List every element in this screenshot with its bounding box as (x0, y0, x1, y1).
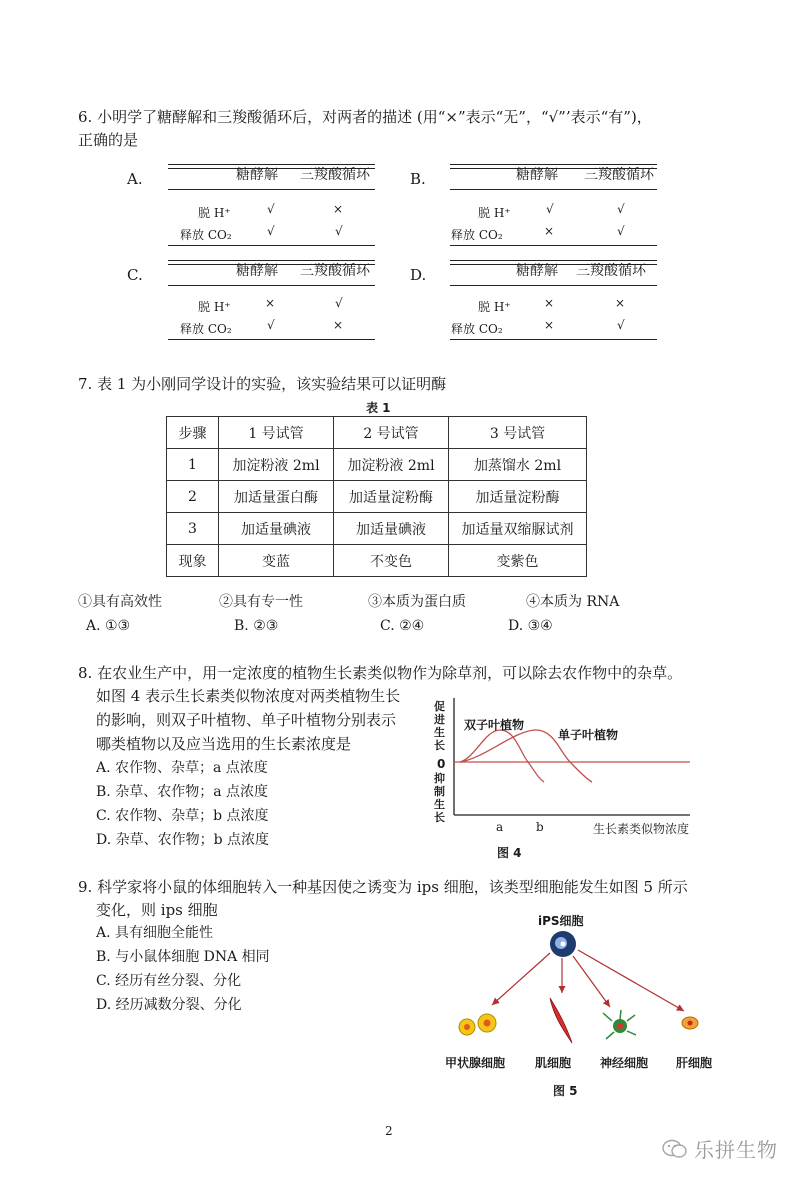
figure-5-diagram (440, 925, 740, 1045)
option-letter: A. (127, 170, 143, 188)
ips-cell-label: iPS细胞 (538, 914, 584, 928)
page-number: 2 (385, 1124, 393, 1138)
table-cell: 变紫色 (449, 545, 587, 577)
table-cell: 步骤 (167, 417, 219, 449)
q9-choice-c[interactable]: C. 经历有丝分裂、分化 (96, 973, 242, 989)
row-label: 脱 H⁺ (478, 300, 511, 314)
table-cell: 现象 (167, 545, 219, 577)
wechat-icon (662, 1138, 688, 1160)
table-cell: 加适量碘液 (334, 513, 449, 545)
label-liver-cell: 肝细胞 (676, 1056, 713, 1070)
thyroid-cell-icon (459, 1014, 496, 1035)
option-letter: D. (410, 266, 427, 284)
figure-5-caption: 图 5 (553, 1084, 578, 1098)
mark: × (544, 296, 555, 310)
row-label: 脱 H⁺ (478, 206, 511, 220)
table-cell: 加淀粉液 2ml (334, 449, 449, 481)
q7-choice-c[interactable]: C. ②④ (380, 618, 425, 634)
option-letter: B. (410, 170, 426, 188)
row-label: 脱 H⁺ (198, 206, 231, 220)
q8-stem-line1: 8. 在农业生产中，用一定浓度的植物生长素类似物作为除草剂，可以除去农作物中的杂草。 (78, 664, 683, 682)
table-1-title: 表 1 (366, 401, 391, 415)
q7-choice-b[interactable]: B. ②③ (234, 618, 279, 634)
q7-stem: 7. 表 1 为小刚同学设计的实验，该实验结果可以证明酶 (78, 375, 447, 393)
table-cell: 加适量淀粉酶 (334, 481, 449, 513)
table-row (167, 481, 587, 513)
mark: × (333, 202, 344, 216)
q9-stem-line2: 变化，则 ips 细胞 (96, 901, 218, 919)
col-header: 糖酵解 (516, 167, 558, 183)
tick-a: a (496, 820, 504, 834)
table-cell: 不变色 (334, 545, 449, 577)
table-cell: 加适量淀粉酶 (449, 481, 587, 513)
col-header: 糖酵解 (516, 263, 558, 279)
table-cell: 3 (167, 513, 219, 545)
q8-stem-line3: 的影响，则双子叶植物、单子叶植物分别表示 (96, 711, 397, 729)
neuron-cell-icon (603, 1010, 636, 1039)
table-cell: 2 (167, 481, 219, 513)
row-label: 释放 CO₂ (180, 228, 232, 242)
label-neuron: 神经细胞 (600, 1056, 649, 1070)
mark: √ (617, 318, 625, 332)
q8-choice-b[interactable]: B. 杂草、农作物；a 点浓度 (96, 784, 268, 800)
mark: × (544, 318, 555, 332)
q8-stem-line4: 哪类植物以及应当选用的生长素浓度是 (96, 735, 352, 753)
mark: √ (617, 202, 625, 216)
table-cell: 变蓝 (219, 545, 334, 577)
option-letter: C. (127, 266, 143, 284)
mark: √ (267, 202, 275, 216)
y-label-promote: 促进生长 (434, 700, 445, 752)
table-cell: 加适量碘液 (219, 513, 334, 545)
label-muscle-cell: 肌细胞 (535, 1056, 572, 1070)
watermark (662, 1134, 778, 1163)
q9-stem-line1: 9. 科学家将小鼠的体细胞转入一种基因使之诱变为 ips 细胞，该类型细胞能发生如图 5 所示 (78, 878, 688, 896)
watermark-text: 乐拼生物 (694, 1138, 778, 1162)
table-row (167, 449, 587, 481)
table-cell: 加淀粉液 2ml (219, 449, 334, 481)
table-cell: 加适量双缩脲试剂 (449, 513, 587, 545)
figure-4-caption: 图 4 (497, 846, 522, 860)
q7-statement-4: ④本质为 RNA (526, 594, 620, 610)
mark: × (544, 224, 555, 238)
label-monocot: 单子叶植物 (558, 728, 619, 742)
q8-choice-d[interactable]: D. 杂草、农作物；b 点浓度 (96, 832, 270, 848)
muscle-cell-icon (550, 998, 572, 1043)
col-header: 糖酵解 (236, 263, 278, 279)
table-cell: 3 号试管 (449, 417, 587, 449)
q8-stem-line2: 如图 4 表示生长素类似物浓度对两类植物生长 (96, 687, 401, 705)
table-cell: 1 (167, 449, 219, 481)
table-row (167, 513, 587, 545)
q8-choice-c[interactable]: C. 农作物、杂草；b 点浓度 (96, 808, 269, 824)
y-label-zero: 0 (437, 757, 446, 771)
table-cell: 1 号试管 (219, 417, 334, 449)
q6-stem-line2: 正确的是 (78, 131, 139, 149)
col-header: 三羧酸循环 (576, 263, 646, 279)
row-label: 脱 H⁺ (198, 300, 231, 314)
arrow-thyroid (492, 953, 550, 1005)
mark: √ (617, 224, 625, 238)
table-cell: 2 号试管 (334, 417, 449, 449)
col-header: 三羧酸循环 (300, 263, 370, 279)
dicot-curve (460, 730, 544, 782)
tick-b: b (536, 820, 544, 834)
liver-cell-icon (682, 1017, 698, 1029)
label-dicot: 双子叶植物 (464, 718, 525, 732)
mark: × (265, 296, 276, 310)
x-axis-label: 生长素类似物浓度 (593, 822, 690, 836)
experiment-table (166, 416, 587, 577)
q7-statement-3: ③本质为蛋白质 (368, 594, 466, 610)
row-label: 释放 CO₂ (451, 322, 503, 336)
table-cell: 加蒸馏水 2ml (449, 449, 587, 481)
q7-statement-1: ①具有高效性 (78, 594, 162, 610)
col-header: 三羧酸循环 (584, 167, 654, 183)
q7-choice-d[interactable]: D. ③④ (508, 618, 553, 634)
q8-choice-a[interactable]: A. 农作物、杂草；a 点浓度 (96, 760, 268, 776)
mark: √ (335, 224, 343, 238)
q7-choice-a[interactable]: A. ①③ (86, 618, 131, 634)
y-label-inhibit: 抑制生长 (434, 772, 445, 824)
mark: √ (335, 296, 343, 310)
col-header: 三羧酸循环 (300, 167, 370, 183)
arrow-neuron (573, 956, 610, 1007)
q9-choice-a[interactable]: A. 具有细胞全能性 (96, 925, 214, 941)
mark: × (333, 318, 344, 332)
table-header-row (167, 417, 587, 449)
table-row (167, 545, 587, 577)
table-cell: 加适量蛋白酶 (219, 481, 334, 513)
q7-statement-2: ②具有专一性 (219, 594, 303, 610)
row-label: 释放 CO₂ (451, 228, 503, 242)
mark: √ (546, 202, 554, 216)
row-label: 释放 CO₂ (180, 322, 232, 336)
label-thyroid-cell: 甲状腺细胞 (445, 1056, 506, 1070)
q9-choice-b[interactable]: B. 与小鼠体细胞 DNA 相同 (96, 949, 270, 965)
mark: √ (267, 224, 275, 238)
q6-stem-line1: 6. 小明学了糖酵解和三羧酸循环后，对两者的描述 (用“×”表示“无”，“√”’表示“有”)， (78, 108, 652, 126)
col-header: 糖酵解 (236, 167, 278, 183)
mark: × (615, 296, 626, 310)
arrow-liver (578, 950, 684, 1011)
q9-choice-d[interactable]: D. 经历减数分裂、分化 (96, 997, 242, 1013)
mark: √ (267, 318, 275, 332)
